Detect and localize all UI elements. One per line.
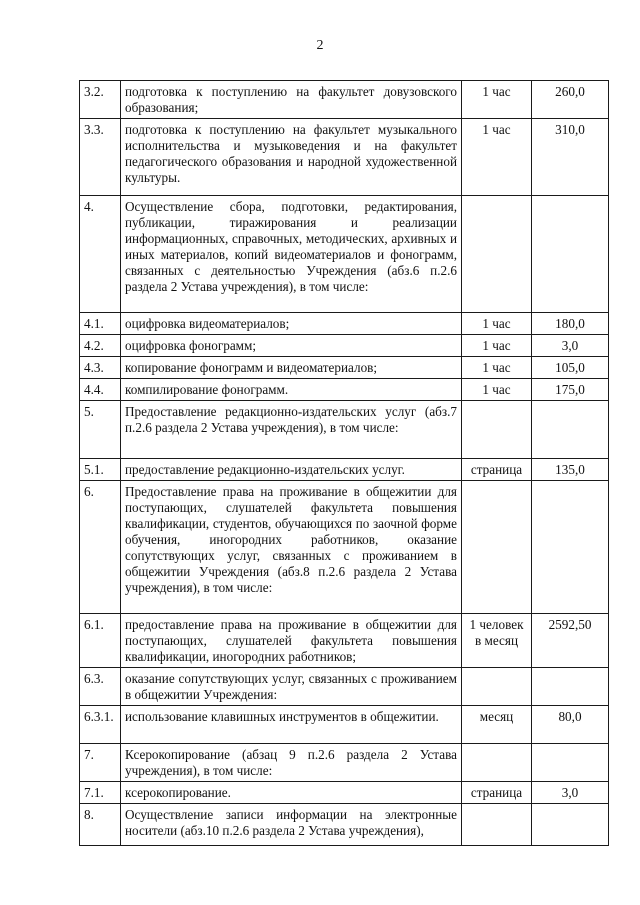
table-row: [80, 379, 609, 401]
row-unit: [462, 481, 532, 614]
page-number: 2: [316, 38, 324, 53]
row-price: [532, 196, 609, 313]
row-price: 175,0: [532, 379, 609, 401]
row-price: 3,0: [532, 335, 609, 357]
row-number: 4.3.: [80, 357, 121, 379]
row-unit: 1 час: [462, 119, 532, 196]
row-number: 7.: [80, 744, 121, 782]
table-row: [80, 782, 609, 804]
row-description: Предоставление редакционно-издательских услуг (абз.7 п.2.6 раздела 2 Устава учреждения), в том числе:: [121, 401, 462, 459]
row-price: 3,0: [532, 782, 609, 804]
row-description: оказание сопутствующих услуг, связанных с проживанием в общежитии Учреждения:: [121, 668, 462, 706]
row-description: Осуществление сбора, подготовки, редактирования, публикации, тиражирования и реализации информационных, справочных, методических, архивных и иных материалов, копий видеоматериалов и фонограмм, связанных с деятельностью Учреждения (абз.6 п.2.6 раздела 2 Устава учреждения), в том числе:: [121, 196, 462, 313]
row-price: [532, 481, 609, 614]
row-unit: страница: [462, 459, 532, 481]
row-unit: [462, 668, 532, 706]
row-unit: 1 час: [462, 313, 532, 335]
table-row: [80, 119, 609, 196]
row-number: 4.2.: [80, 335, 121, 357]
row-unit: месяц: [462, 706, 532, 744]
row-unit: 1 час: [462, 335, 532, 357]
row-number: 8.: [80, 804, 121, 846]
row-price: [532, 668, 609, 706]
row-unit: [462, 196, 532, 313]
table-row: [80, 196, 609, 313]
price-table-body: [80, 81, 609, 846]
row-description: предоставление права на проживание в общежитии для поступающих, слушателей факультета повышения квалификации, иногородних работников;: [121, 614, 462, 668]
row-unit: 1 час: [462, 81, 532, 119]
row-number: 4.1.: [80, 313, 121, 335]
row-number: 6.1.: [80, 614, 121, 668]
row-unit: [462, 401, 532, 459]
table-row: [80, 459, 609, 481]
row-number: 3.2.: [80, 81, 121, 119]
table-row: [80, 706, 609, 744]
row-description: компилирование фонограмм.: [121, 379, 462, 401]
row-price: 135,0: [532, 459, 609, 481]
table-row: [80, 357, 609, 379]
row-unit: [462, 804, 532, 846]
row-number: 3.3.: [80, 119, 121, 196]
row-price: [532, 804, 609, 846]
row-price: 180,0: [532, 313, 609, 335]
row-price: 2592,50: [532, 614, 609, 668]
row-number: 5.1.: [80, 459, 121, 481]
row-number: 6.: [80, 481, 121, 614]
row-description: использование клавишных инструментов в общежитии.: [121, 706, 462, 744]
row-number: 6.3.1.: [80, 706, 121, 744]
table-row: [80, 81, 609, 119]
row-description: подготовка к поступлению на факультет музыкального исполнительства и музыковедения и на факультет педагогического образования и народной художественной культуры.: [121, 119, 462, 196]
row-number: 4.4.: [80, 379, 121, 401]
row-price: 310,0: [532, 119, 609, 196]
row-description: копирование фонограмм и видеоматериалов;: [121, 357, 462, 379]
row-price: 80,0: [532, 706, 609, 744]
row-description: оцифровка фонограмм;: [121, 335, 462, 357]
row-description: подготовка к поступлению на факультет довузовского образования;: [121, 81, 462, 119]
table-row: [80, 744, 609, 782]
table-row: [80, 335, 609, 357]
row-unit: 1 час: [462, 379, 532, 401]
row-number: 7.1.: [80, 782, 121, 804]
row-number: 6.3.: [80, 668, 121, 706]
table-row: [80, 481, 609, 614]
row-price: [532, 401, 609, 459]
row-number: 5.: [80, 401, 121, 459]
table-row: [80, 401, 609, 459]
row-description: Предоставление права на проживание в общежитии для поступающих, слушателей факультета повышения квалификации, студентов, обучающихся по заочной форме обучения, иногородних работников, оказание сопутствующих услуг, связанных с проживанием в общежитии Учреждения (абз.8 п.2.6 раздела 2 Устава учреждения), в том числе:: [121, 481, 462, 614]
row-number: 4.: [80, 196, 121, 313]
row-description: предоставление редакционно-издательских услуг.: [121, 459, 462, 481]
table-row: [80, 668, 609, 706]
row-price: 105,0: [532, 357, 609, 379]
price-table: [79, 80, 609, 846]
row-price: 260,0: [532, 81, 609, 119]
row-unit: 1 час: [462, 357, 532, 379]
row-unit: 1 человек в месяц: [462, 614, 532, 668]
row-description: Осуществление записи информации на электронные носители (абз.10 п.2.6 раздела 2 Устава учреждения),: [121, 804, 462, 846]
row-price: [532, 744, 609, 782]
row-unit: [462, 744, 532, 782]
table-row: [80, 313, 609, 335]
row-description: оцифровка видеоматериалов;: [121, 313, 462, 335]
table-row: [80, 614, 609, 668]
table-row: [80, 804, 609, 846]
row-description: ксерокопирование.: [121, 782, 462, 804]
row-description: Ксерокопирование (абзац 9 п.2.6 раздела 2 Устава учреждения), в том числе:: [121, 744, 462, 782]
row-unit: страница: [462, 782, 532, 804]
